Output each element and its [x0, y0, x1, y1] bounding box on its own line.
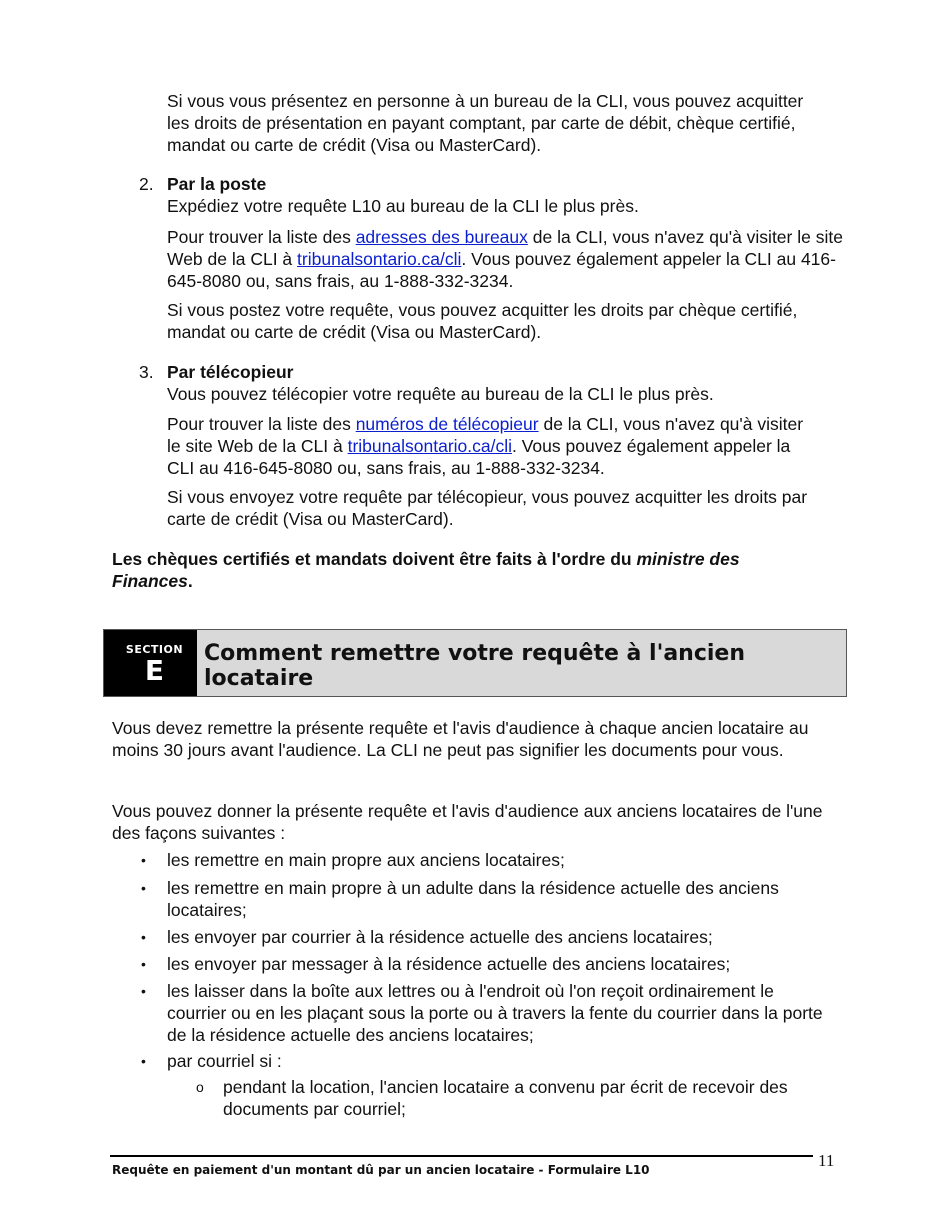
- list-item: par courriel si :: [167, 1051, 282, 1071]
- link-tribunalsontario[interactable]: tribunalsontario.ca/cli: [347, 436, 512, 456]
- item-heading-par-la-poste: Par la poste: [167, 174, 267, 194]
- item2-line1: Expédiez votre requête L10 au bureau de la CLI le plus près.: [167, 196, 639, 216]
- item3-line1: Vous pouvez télécopier votre requête au bureau de la CLI le plus près.: [167, 384, 714, 404]
- footer-form-title: Requête en paiement d'un montant dû par un ancien locataire - Formulaire L10: [112, 1163, 650, 1177]
- link-numeros-de-telecopieur[interactable]: numéros de télécopieur: [355, 414, 539, 434]
- list-item: les remettre en main propre à un adulte dans la résidence actuelle des anciens locataires;: [167, 878, 779, 920]
- bullet-marker: •: [141, 983, 146, 999]
- section-header: [103, 629, 847, 697]
- item-number-2: 2.: [139, 174, 154, 194]
- sub-list-item: pendant la location, l'ancien locataire a convenu par écrit de recevoir des documents par courriel;: [223, 1077, 788, 1119]
- intro-paragraph: Si vous vous présentez en personne à un bureau de la CLI, vous pouvez acquitter les droits de présentation en payant comptant, par carte de débit, chèque certifié, mandat ou carte de crédit (Visa ou MasterCard).: [167, 91, 804, 155]
- link-adresses-des-bureaux[interactable]: adresses des bureaux: [355, 227, 528, 247]
- bullet-marker: •: [141, 1053, 146, 1069]
- cheque-note: Les chèques certifiés et mandats doivent être faits à l'ordre du ministre des Finances.: [112, 549, 740, 591]
- list-item: les envoyer par messager à la résidence actuelle des anciens locataires;: [167, 954, 731, 974]
- bullet-marker: •: [141, 929, 146, 945]
- body-paragraph-2: Vous pouvez donner la présente requête et l'avis d'audience aux anciens locataires de l'une des façons suivantes :: [112, 801, 823, 843]
- section-word: SECTION: [125, 643, 184, 656]
- section-letter: E: [144, 654, 165, 687]
- item3-payment-paragraph: Si vous envoyez votre requête par télécopieur, vous pouvez acquitter les droits par carte de crédit (Visa ou MasterCard).: [167, 487, 808, 529]
- bullet-marker: •: [141, 880, 146, 896]
- section-tag: [104, 630, 197, 696]
- list-item: les envoyer par courrier à la résidence actuelle des anciens locataires;: [167, 927, 713, 947]
- item2-payment-paragraph: Si vous postez votre requête, vous pouvez acquitter les droits par chèque certifié, mandat ou carte de crédit (Visa ou MasterCard).: [167, 300, 798, 342]
- bullet-marker: •: [141, 956, 146, 972]
- body-paragraph-1: Vous devez remettre la présente requête et l'avis d'audience à chaque ancien locataire au moins 30 jours avant l'audience. La CLI ne peut pas signifier les documents pour vous.: [112, 718, 809, 760]
- section-title: Comment remettre votre requête à l'ancien locataire: [204, 641, 745, 691]
- link-tribunalsontario[interactable]: tribunalsontario.ca/cli: [297, 249, 462, 269]
- list-item: les remettre en main propre aux anciens locataires;: [167, 850, 565, 870]
- item3-paragraph-links: Pour trouver la liste des numéros de télécopieur de la CLI, vous n'avez qu'à visiter le site Web de la CLI à tribunalsontario.ca/cli. Vous pouvez également appeler la CLI au 416-645-8080 ou, sans frais, au 1-888-332-3234.: [167, 414, 804, 478]
- item-number-3: 3.: [139, 362, 154, 382]
- footer-rule: [110, 1155, 813, 1157]
- item-heading-par-telecopieur: Par télécopieur: [167, 362, 294, 382]
- page-number: 11: [818, 1151, 835, 1170]
- item2-paragraph-links: Pour trouver la liste des adresses des bureaux de la CLI, vous n'avez qu'à visiter le site Web de la CLI à tribunalsontario.ca/cli. Vous pouvez également appeler la CLI au 416-645-8080 ou, sans frais, au 1-888-332-3234.: [167, 227, 843, 291]
- sub-bullet-marker: o: [196, 1079, 204, 1095]
- bullet-marker: •: [141, 852, 146, 868]
- list-item: les laisser dans la boîte aux lettres ou à l'endroit où l'on reçoit ordinairement le courrier ou en les plaçant sous la porte ou à travers la fente du courrier dans la porte de la résidence actuelle des anciens locataires;: [167, 981, 823, 1045]
